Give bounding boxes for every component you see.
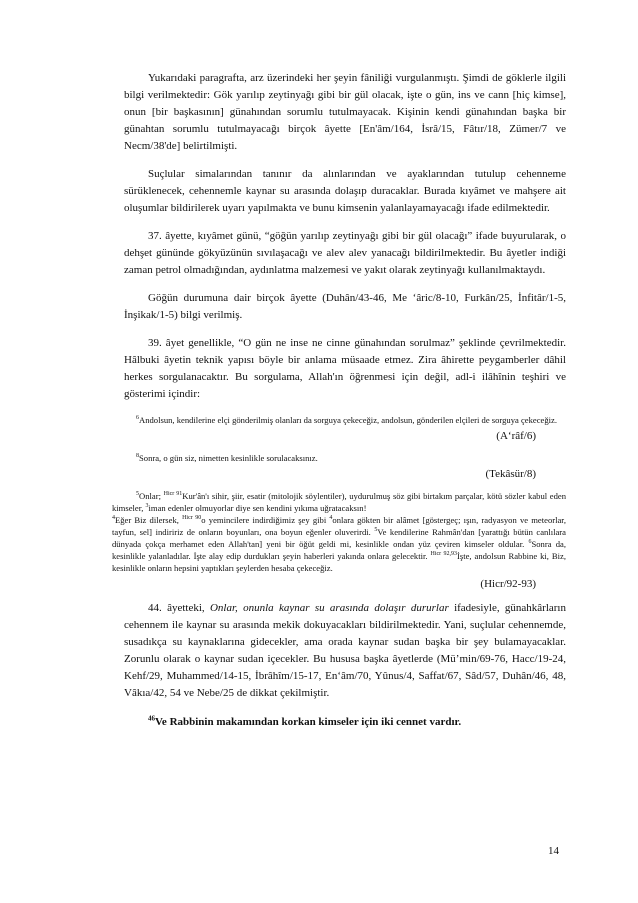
- verse-heading: [124, 716, 566, 728]
- verse-number: 6: [528, 539, 532, 546]
- quote-text: Sonra da, kesinlikle yalanladılar. İşte alay edip durdukları şeyin haberleri yakında onlara gelecektir.: [112, 539, 566, 561]
- quote-reference: (A‘râf/6): [496, 430, 536, 442]
- quote-text: Eğer Biz dilersek,: [115, 515, 183, 525]
- paragraph-6: [124, 600, 566, 702]
- page-content: [112, 70, 567, 728]
- page-number: 14: [548, 845, 559, 857]
- paragraph-5: 39. âyet genellikle, “O gün ne inse ne cinne günahından sorulmaz” şeklinde çevrilmektedir. Hâlbuki âyetin teknik yapısı böyle bir anlama müsaade etmez. Zira âhirette peygamberler dâhil herkes sorgulanacaktır. Bu sorgulama, Allah'ın öğrenmesi için değil, adl-i ilâhînin teşhiri ve gösterimi içindir:: [124, 337, 566, 400]
- verse-number: Hicr 90: [182, 515, 202, 522]
- paragraph-3: 37. âyette, kıyâmet günü, “göğün yarılıp zeytinyağı gibi bir gül olacağı” ifade buyurularak, o dehşet gününde gökyüzünün sıvılaşacağı ve alev alev yanacağı bildirilmektedir. Bu âyetler indiği zaman petrol olmadığından, aydınlatma malzemesi ve yakıt olarak zeytinyağı kullanılmaktaydı.: [124, 230, 566, 276]
- heading-text: Ve Rabbinin makamından korkan kimseler için iki cennet vardır.: [155, 716, 462, 728]
- quote-hicr-90-93: [112, 514, 566, 574]
- quote-tekasur: [112, 452, 566, 464]
- quote-text: onlara gökten bir alâmet [göstergeç; ışın, radyasyon ve meteorlar, tayfun, sel] indiririz de onların boyunları, ona boyun eğenler oluverirdi.: [112, 515, 566, 537]
- quote-reference: (Tekâsür/8): [485, 468, 536, 480]
- quote-text: o yemincilere indirdiğimiz şey gibi: [201, 515, 330, 525]
- quote-reference: (Hicr/92-93): [480, 578, 536, 590]
- verse-number: 4: [329, 515, 333, 522]
- verse-number: 3: [145, 503, 149, 510]
- verse-number: 4: [112, 515, 115, 522]
- paragraph-4: Göğün durumuna dair birçok âyette (Duhân/43-46, Me ‘âric/8-10, Furkân/25, İnfitâr/1-5, İnşikak/1-5) bilgi verilmiş.: [124, 292, 566, 321]
- verse-number: 8: [136, 453, 139, 460]
- verse-number: 5: [136, 491, 139, 498]
- italic-quote: Onlar, onunla kaynar su arasında dolaşır dururlar: [209, 602, 449, 614]
- quote-hicr-91: [112, 490, 566, 514]
- quote-text: Sonra, o gün siz, nimetten kesinlikle sorulacaksınız.: [139, 453, 318, 463]
- quoted-verses: [112, 414, 566, 590]
- paragraph-text: 44. âyetteki,: [148, 602, 210, 614]
- verse-number: 6: [136, 415, 139, 422]
- quote-araf: [112, 414, 566, 426]
- verse-number: 5: [374, 527, 378, 534]
- quote-text: İşte, andolsun Rabbine ki, Biz, kesinlikle onların hepsini yaptıkları şeylerden hesaba çekeceğiz.: [112, 551, 566, 573]
- quote-text: Kur'ân'ı sihir, şiir, esatir (mitolojik söylentiler), uydurulmuş söz gibi birtakım parçalar, kötü sözler kabul eden kimseler,: [112, 491, 567, 513]
- quote-text: Andolsun, kendilerine elçi gönderilmiş olanları da sorguya çekeceğiz, andolsun, gönderilen elçileri de sorguya çekeceğiz.: [139, 415, 558, 425]
- paragraph-2: Suçlular simalarından tanınır da alınlarından ve ayaklarından tutulup cehenneme sürüklenecek, cehennemle kaynar su arasında dolaşıp duracaklar. Burada kıyâmet ve mahşere ait oluşumlar bildirilerek uyarı yapılmakta ve bunu kimsenin yalanlayamayacağı ifade edilmektedir.: [124, 168, 566, 214]
- quote-text: Onlar;: [139, 491, 164, 501]
- quote-text: Ve kendilerine Rahmân'dan [yarattığı bütün canlılara dünyada çokça merhamet eden Allah'tan] yeni bir öğüt geldi mi, kesinlikle ondan yüz çeviren kimseler oldular.: [112, 527, 566, 549]
- paragraph-1: Yukarıdaki paragrafta, arz üzerindeki her şeyin fâniliği vurgulanmıştı. Şimdi de göklerle ilgili bilgi verilmektedir: Gök yarılıp zeytinyağı gibi bir gül olacak, işte o gün, ins ve cann [hiç kimse], onun [bir başkasının] günahından sorumlu tutulmayacak. Kişinin kendi günahından başka bir günahtan sorumlu tutulmayacağı birçok âyette [En'âm/164, İsrâ/15, Fâtır/18, Zümer/7 ve Necm/38'de] belirtilmişti.: [124, 72, 566, 152]
- verse-number: Hicr 91: [163, 491, 183, 498]
- verse-number: 46: [148, 714, 155, 723]
- quote-text: iman edenler olmuyorlar diye sen kendini yıkıma uğratacaksın!: [148, 503, 367, 513]
- verse-number: Hicr 92,93: [430, 551, 457, 558]
- paragraph-text: ifadesiyle, günahkârların cehennem ile kaynar su arasında mekik dokuyacakları bildirilmektedir. Yani, suçlular cehennemde, susadıkça su kaynaklarına gidecekler, ama orada kaynar sudan başka bir şey bulamayacaklar. Zorunlu olarak o kaynar sudan içecekler. Bu hususa başka âyetlerde (Mü’min/69-76, Hacc/19-24, Kehf/29, Muhammed/14-15, İbrâhîm/15-17, En‘âm/70, Yûnus/4, Saffat/67, Sâd/57, Duhân/46, 48, Vâkıa/42, 54 ve Nebe/25 de dikkat çekilmiştir.: [124, 602, 566, 699]
